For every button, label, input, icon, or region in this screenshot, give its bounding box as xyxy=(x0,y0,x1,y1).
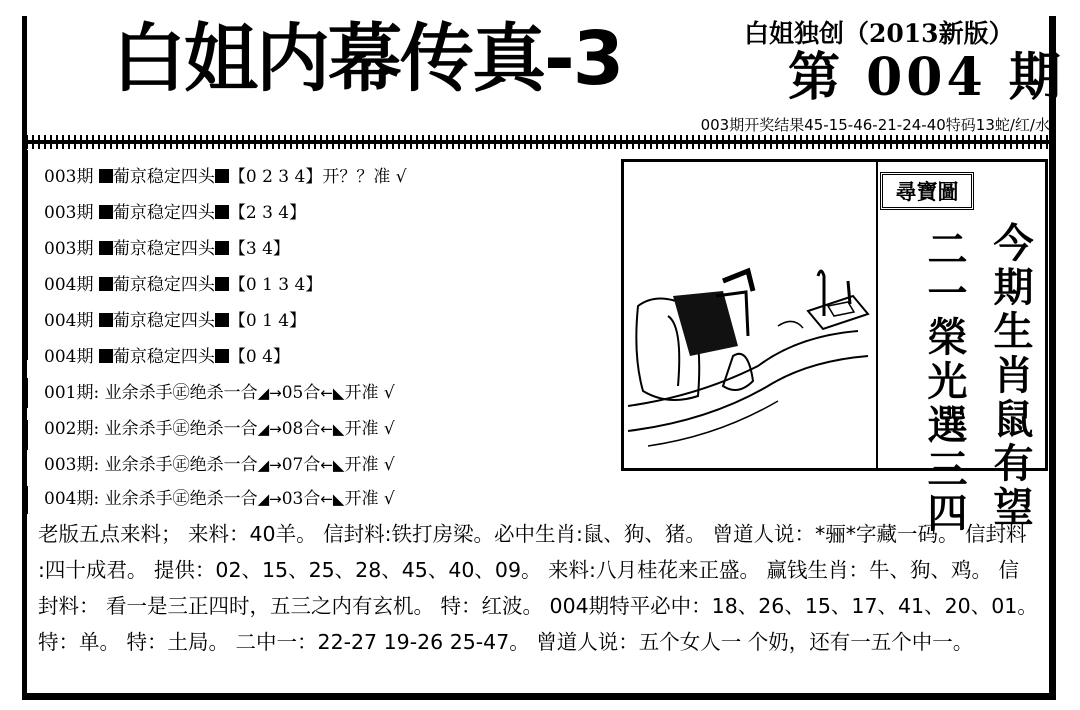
list-item: 001期: 业余杀手㊣绝杀一合◢→05合←◣开准 √ xyxy=(44,383,395,403)
block-icon xyxy=(99,349,113,363)
picture-divider xyxy=(876,162,878,468)
block-icon xyxy=(215,169,229,183)
block-icon xyxy=(99,277,113,291)
list-item: 002期: 业余杀手㊣绝杀一合◢→08合←◣开准 √ xyxy=(44,419,395,439)
list-item: 003期 葡京稳定四头 【3 4】 xyxy=(44,239,290,259)
draw-result: 003期开奖结果45-15-46-21-24-40特码13蛇/红/水 xyxy=(700,116,1050,134)
zodiac-hint-column: 今期生肖鼠有望 xyxy=(987,222,1034,530)
triangle-left-icon: ◢→ xyxy=(257,420,282,438)
list-item: 004期 葡京稳定四头 【0 1 3 4】 xyxy=(44,275,323,295)
margin-bar xyxy=(22,150,28,360)
issue-number: 第 004 期 xyxy=(788,47,1065,108)
edition-label: 白姐独创（2013新版） xyxy=(744,19,1014,48)
page-title: 白姐内幕传真-3 xyxy=(112,16,623,102)
list-item: 004期: 业余杀手㊣绝杀一合◢→03合←◣开准 √ xyxy=(44,489,395,509)
separator-line xyxy=(24,135,1054,149)
triangle-right-icon: ←◣ xyxy=(320,490,345,508)
list-item: 004期 葡京稳定四头 【0 1 4】 xyxy=(44,311,307,331)
list-item: 003期 葡京稳定四头 【0 2 3 4】开？？准 √ xyxy=(44,167,407,187)
margin-bar xyxy=(22,420,28,450)
treasure-map-stamp: 尋寶圖 xyxy=(880,172,974,210)
triangle-left-icon: ◢→ xyxy=(257,490,282,508)
list-item: 003期: 业余杀手㊣绝杀一合◢→07合←◣开准 √ xyxy=(44,455,395,475)
triangle-left-icon: ◢→ xyxy=(257,384,282,402)
triangle-right-icon: ←◣ xyxy=(320,456,345,474)
triangle-right-icon: ←◣ xyxy=(320,420,345,438)
block-icon xyxy=(215,313,229,327)
block-icon xyxy=(215,349,229,363)
block-icon xyxy=(215,241,229,255)
block-icon xyxy=(215,205,229,219)
landscape-illustration xyxy=(628,196,874,464)
block-icon xyxy=(99,313,113,327)
list-item: 003期 葡京稳定四头 【2 3 4】 xyxy=(44,203,307,223)
block-icon xyxy=(99,241,113,255)
margin-bar xyxy=(22,378,28,408)
triangle-left-icon: ◢→ xyxy=(257,456,282,474)
block-icon xyxy=(99,205,113,219)
margin-bar xyxy=(22,486,28,514)
list-item: 004期 葡京稳定四头 【0 4】 xyxy=(44,347,290,367)
riddle-column: 二一榮光選三四 xyxy=(921,228,968,536)
triangle-right-icon: ←◣ xyxy=(320,384,345,402)
block-icon xyxy=(99,169,113,183)
info-paragraph: 老版五点来料； 来料：40羊。 信封料:铁打房梁。必中生肖:鼠、狗、猪。 曾道人说：*骊*字藏一码。 信封料 :四十成君。 提供：02、15、25、28、45、40、09。 来料:八月桂花来正盛。 赢钱生肖：牛、狗、鸡。 信封料： 看一是三正四时，五三之内有玄机。 特：红波。 004期特平必中：18、26、15、17、41、20、01。 特：单。 特：土局。 二中一：22-27 19-26 25-47。 曾道人说：五个女人一 个奶，还有一五个中一。 xyxy=(38,522,1038,654)
block-icon xyxy=(215,277,229,291)
